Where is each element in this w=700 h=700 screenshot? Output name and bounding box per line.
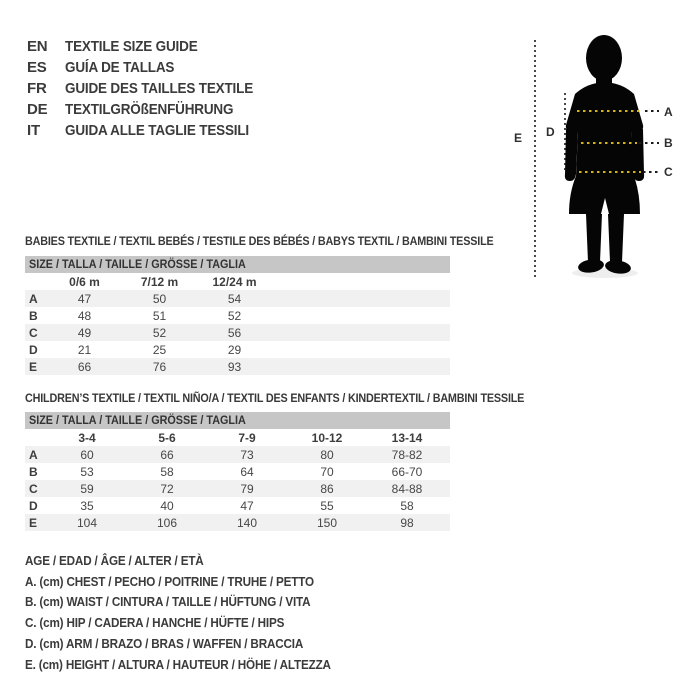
measure-label-b: B — [664, 136, 673, 150]
table-cell: 140 — [236, 515, 258, 530]
table-cell: 58 — [160, 464, 174, 479]
children-size-table — [25, 412, 450, 531]
row-label: C — [29, 481, 38, 496]
legend-arm-line: D. (cm) ARM / BRAZO / BRAS / WAFFEN / BRACCIA — [25, 636, 304, 652]
size-header-bar — [25, 412, 450, 429]
table-cell: 98 — [400, 515, 414, 530]
table-cell: 47 — [240, 498, 254, 513]
language-code: IT — [27, 122, 40, 139]
column-header: 12/24 m — [212, 274, 257, 289]
table-cell: 86 — [320, 481, 334, 496]
size-header-text: SIZE / TALLA / TAILLE / GRÖSSE / TAGLIA — [29, 257, 246, 271]
child-silhouette — [565, 35, 644, 275]
table-cell: 72 — [160, 481, 174, 496]
table-row — [25, 514, 450, 531]
table-cell: 56 — [227, 325, 242, 340]
size-header-text: SIZE / TALLA / TAILLE / GRÖSSE / TAGLIA — [29, 413, 246, 427]
children-section-heading — [25, 391, 580, 405]
table-row — [25, 480, 450, 497]
table-cell: 106 — [156, 515, 178, 530]
row-label: D — [29, 498, 38, 513]
table-cell: 66 — [77, 359, 92, 374]
legend-age-line: AGE / EDAD / ÂGE / ALTER / ETÀ — [25, 552, 204, 568]
language-code: DE — [27, 101, 48, 118]
babies-section-heading — [25, 234, 546, 248]
measure-label-a: A — [664, 105, 673, 119]
table-row — [25, 307, 450, 324]
table-cell: 53 — [80, 464, 94, 479]
table-cell: 64 — [240, 464, 254, 479]
table-cell: 84-88 — [391, 481, 423, 496]
table-cell: 60 — [80, 447, 94, 462]
language-code: ES — [27, 59, 47, 76]
table-cell: 59 — [80, 481, 94, 496]
language-title: TEXTILGRÖßENFÜHRUNG — [65, 101, 234, 118]
table-cell: 49 — [77, 325, 92, 340]
row-label: E — [29, 515, 38, 530]
children-heading-text: CHILDREN’S TEXTILE / TEXTIL NIÑO/A / TEXTIL DES ENFANTS / KINDERTEXTIL / BAMBINI TESSILE — [25, 391, 525, 405]
table-cell: 35 — [80, 498, 94, 513]
language-title: GUÍA DE TALLAS — [65, 59, 175, 76]
measure-label-d: D — [546, 125, 555, 139]
legend-chest-line: A. (cm) CHEST / PECHO / POITRINE / TRUHE / PETTO — [25, 573, 314, 589]
row-label: C — [29, 325, 38, 340]
babies-heading-text: BABIES TEXTILE / TEXTIL BEBÉS / TESTILE DES BÉBÉS / BABYS TEXTIL / BAMBINI TESSILE — [25, 234, 494, 248]
table-cell: 73 — [240, 447, 254, 462]
language-code: EN — [27, 38, 48, 55]
measure-label-e: E — [514, 131, 523, 145]
table-cell: 48 — [77, 308, 92, 323]
table-row — [25, 290, 450, 307]
table-cell: 51 — [152, 308, 167, 323]
language-title: GUIDA ALLE TAGLIE TESSILI — [65, 122, 250, 139]
table-cell: 150 — [316, 515, 338, 530]
language-row-fr — [27, 78, 274, 99]
table-cell: 50 — [152, 291, 167, 306]
table-cell: 25 — [152, 342, 167, 357]
column-header: 5-6 — [158, 430, 176, 445]
measurement-legend — [25, 550, 365, 675]
language-row-es — [27, 57, 274, 78]
table-cell: 66 — [160, 447, 174, 462]
language-row-en — [27, 36, 274, 57]
table-row — [25, 497, 450, 514]
table-cell: 93 — [227, 359, 242, 374]
table-cell: 76 — [152, 359, 167, 374]
table-cell: 78-82 — [391, 447, 423, 462]
language-title: GUIDE DES TAILLES TEXTILE — [65, 80, 254, 97]
table-row — [25, 324, 450, 341]
column-header: 10-12 — [311, 430, 343, 445]
row-label: B — [29, 308, 38, 323]
table-cell: 52 — [152, 325, 167, 340]
row-label: B — [29, 464, 38, 479]
column-header: 13-14 — [391, 430, 423, 445]
row-label: A — [29, 291, 38, 306]
column-header: 7-9 — [238, 430, 256, 445]
table-cell: 104 — [76, 515, 98, 530]
legend-height-line: E. (cm) HEIGHT / ALTURA / HAUTEUR / HÖHE / ALTEZZA — [25, 656, 331, 672]
table-cell: 58 — [400, 498, 414, 513]
language-title: TEXTILE SIZE GUIDE — [65, 38, 198, 55]
column-header: 0/6 m — [69, 274, 100, 289]
table-cell: 66-70 — [391, 464, 423, 479]
table-cell: 54 — [227, 291, 242, 306]
table-row — [25, 446, 450, 463]
table-cell: 21 — [77, 342, 92, 357]
table-cell: 80 — [320, 447, 334, 462]
table-cell: 29 — [227, 342, 242, 357]
table-cell: 40 — [160, 498, 174, 513]
table-cell: 52 — [227, 308, 242, 323]
size-header-bar — [25, 256, 450, 273]
legend-hip-line: C. (cm) HIP / CADERA / HANCHE / HÜFTE / HIPS — [25, 615, 285, 631]
table-row — [25, 463, 450, 480]
table-cell: 79 — [240, 481, 254, 496]
table-cell: 70 — [320, 464, 334, 479]
measure-label-c: C — [664, 165, 673, 179]
babies-column-header-row — [25, 273, 450, 290]
language-code: FR — [27, 80, 47, 97]
legend-waist-line: B. (cm) WAIST / CINTURA / TAILLE / HÜFTUNG / VITA — [25, 594, 311, 610]
children-column-header-row — [25, 429, 450, 446]
table-row — [25, 358, 450, 375]
table-cell: 47 — [77, 291, 92, 306]
row-label: E — [29, 359, 38, 374]
babies-size-table — [25, 256, 450, 375]
language-row-de — [27, 99, 274, 120]
language-row-it — [27, 120, 274, 141]
row-label: A — [29, 447, 38, 462]
column-header: 3-4 — [78, 430, 96, 445]
row-label: D — [29, 342, 38, 357]
language-title-list — [27, 36, 274, 141]
column-header: 7/12 m — [140, 274, 179, 289]
table-row — [25, 341, 450, 358]
table-cell: 55 — [320, 498, 334, 513]
